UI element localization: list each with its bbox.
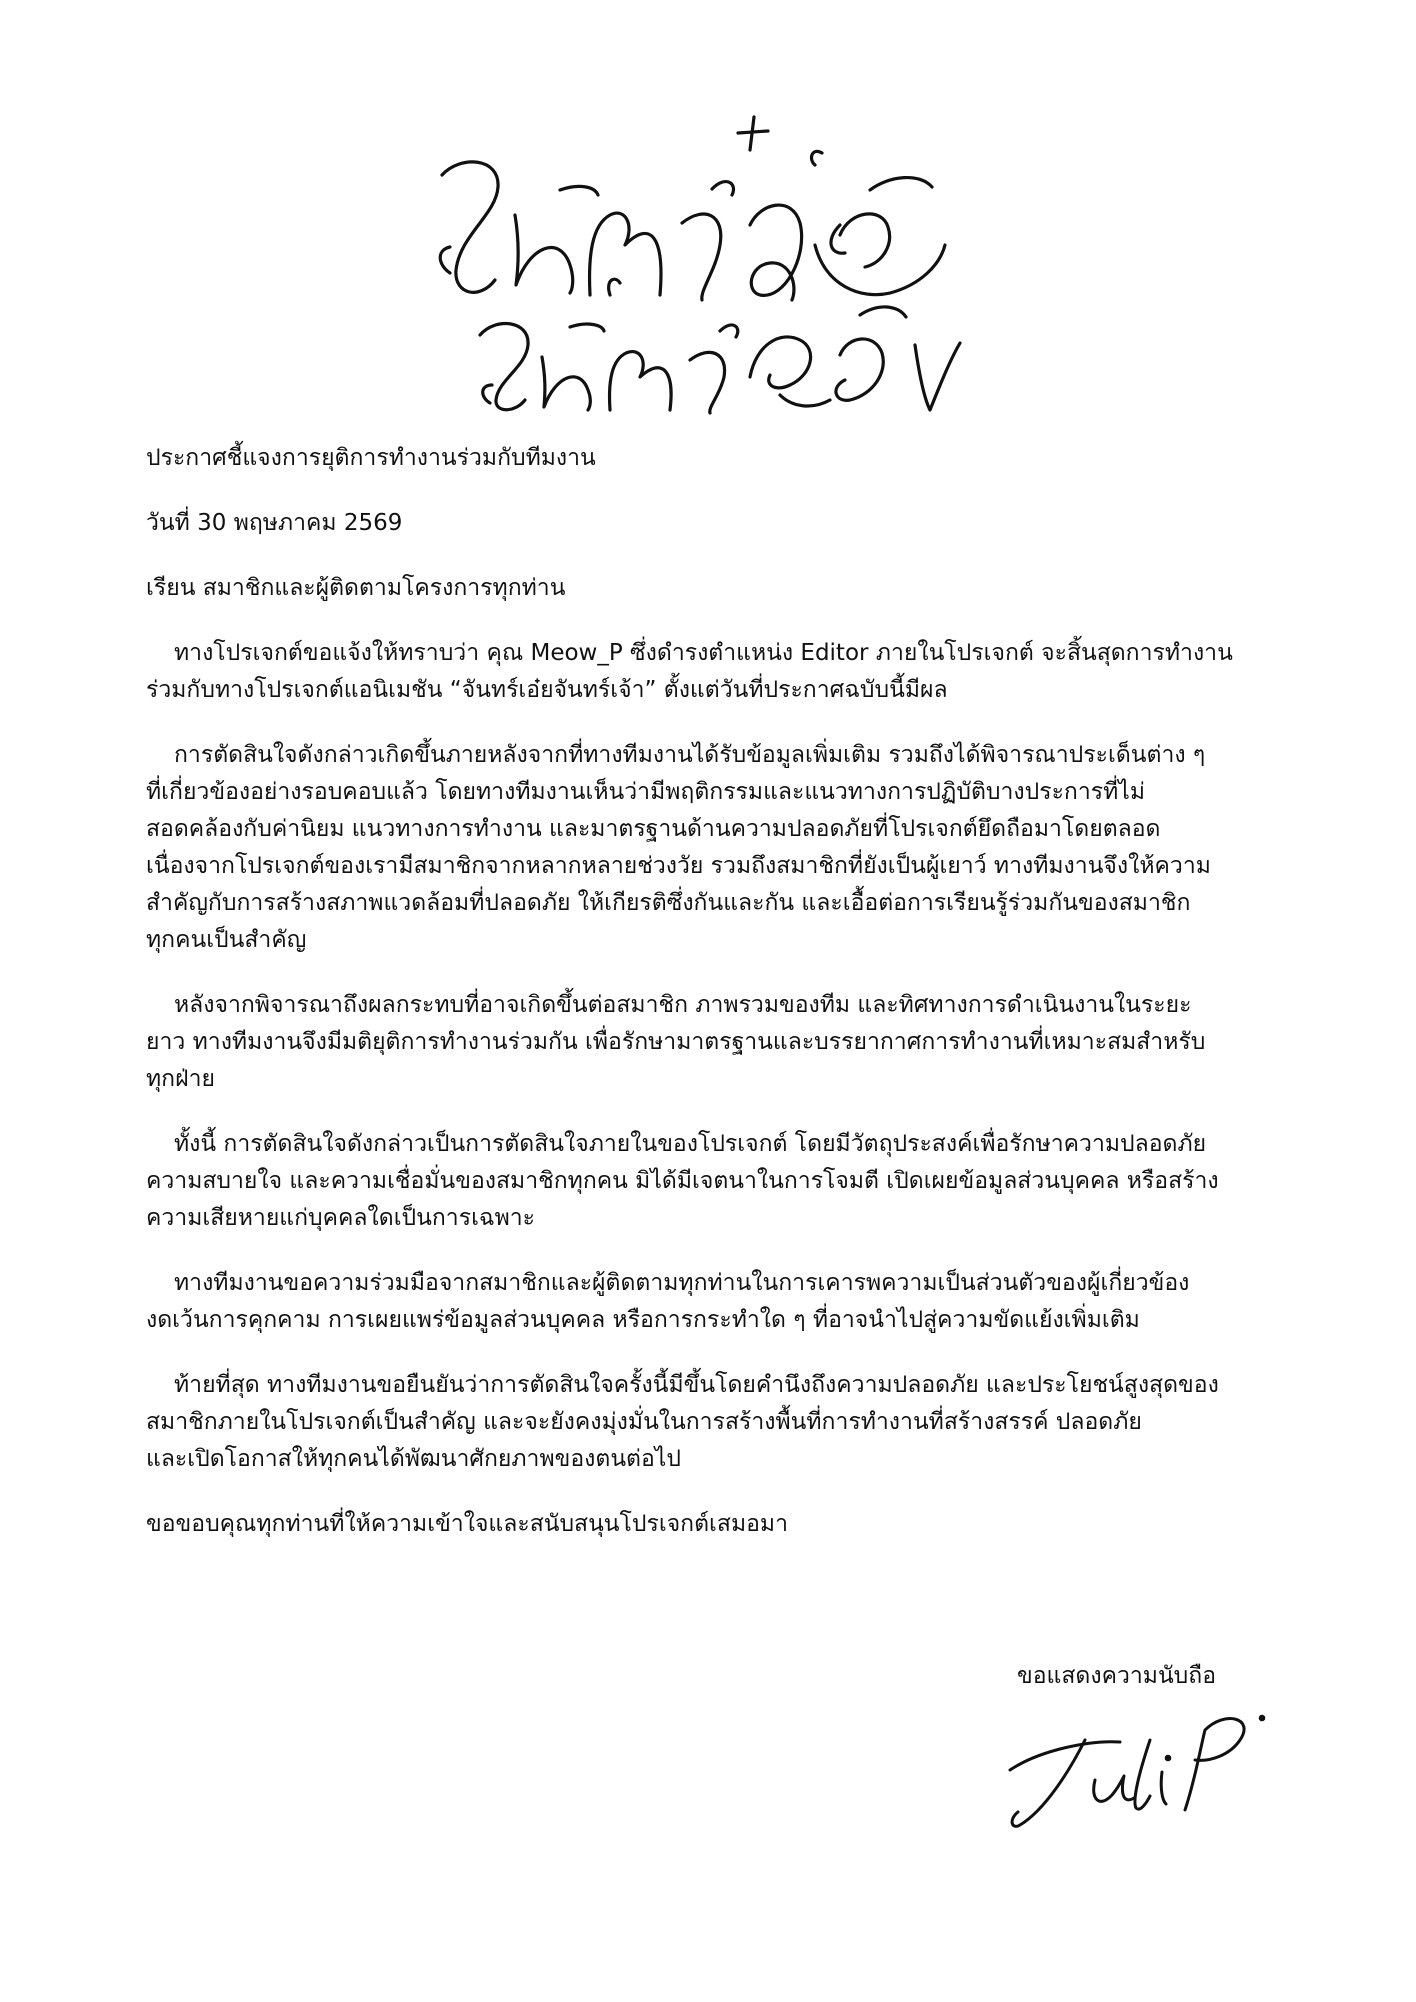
paragraph-line: ทุกคนเป็นสำคัญ	[146, 927, 307, 953]
paragraph-5	[146, 1265, 1281, 1339]
paragraph-line: ทางทีมงานขอความร่วมมือจากสมาชิกและผู้ติดตามทุกท่านในการเคารพความเป็นส่วนตัวของผู้เกี่ยวข้อง	[174, 1270, 1190, 1296]
paragraph-1	[146, 635, 1281, 709]
paragraph-line: ความสบายใจ และความเชื่อมั่นของสมาชิกทุกคน มิได้มีเจตนาในการโจมตี เปิดเผยข้อมูลส่วนบุคคล หรือสร้าง	[146, 1168, 1219, 1194]
paragraph-4	[146, 1126, 1281, 1237]
paragraph-line: ทั้งนี้ การตัดสินใจดังกล่าวเป็นการตัดสินใจภายในของโปรเจกต์ โดยมีวัตถุประสงค์เพื่อรักษาความปลอดภัย	[174, 1131, 1207, 1157]
paragraph-line: และเปิดโอกาสให้ทุกคนได้พัฒนาศักยภาพของตนต่อไป	[146, 1446, 681, 1472]
paragraph-line: งดเว้นการคุกคาม การเผยแพร่ข้อมูลส่วนบุคคล หรือการกระทำใด ๆ ที่อาจนำไปสู่ความขัดแย้งเพิ่มเติม	[146, 1307, 1140, 1333]
paragraph-line: การตัดสินใจดังกล่าวเกิดขึ้นภายหลังจากที่ทางทีมงานได้รับข้อมูลเพิ่มเติม รวมถึงได้พิจารณาประเด็นต่าง ๆ	[174, 742, 1206, 768]
signature	[1000, 1700, 1270, 1835]
paragraph-line: ที่เกี่ยวข้องอย่างรอบคอบแล้ว โดยทางทีมงานเห็นว่ามีพฤติกรรมและแนวทางการปฏิบัติบางประการที่ไม่	[146, 779, 1146, 805]
paragraph-line: ทุกฝ่าย	[146, 1066, 215, 1092]
paragraph-line: หลังจากพิจารณาถึงผลกระทบที่อาจเกิดขึ้นต่อสมาชิก ภาพรวมของทีม และทิศทางการดำเนินงานในระยะ	[174, 992, 1192, 1018]
announcement-body	[146, 440, 1281, 1571]
paragraph-line: สำคัญกับการสร้างสภาพแวดล้อมที่ปลอดภัย ให้เกียรติซึ่งกันและกัน และเอื้อต่อการเรียนรู้ร่วมกันของสมาชิก	[146, 890, 1191, 916]
project-logo	[420, 95, 980, 415]
closing-line: ขอแสดงความนับถือ	[1017, 1663, 1217, 1689]
salutation: เรียน สมาชิกและผู้ติดตามโครงการทุกท่าน	[146, 575, 566, 601]
announcement-date: วันที่ 30 พฤษภาคม 2569	[146, 510, 403, 536]
paragraph-line: ความเสียหายแก่บุคคลใดเป็นการเฉพาะ	[146, 1205, 536, 1231]
paragraph-line: ร่วมกับทางโปรเจกต์แอนิเมชัน “จันทร์เอ๋ยจันทร์เจ้า” ตั้งแต่วันที่ประกาศฉบับนี้มีผล	[146, 677, 948, 703]
thanks-line: ขอขอบคุณทุกท่านที่ให้ความเข้าใจและสนับสนุนโปรเจกต์เสมอมา	[146, 1511, 788, 1537]
paragraph-6	[146, 1367, 1281, 1478]
paragraph-line: ทางโปรเจกต์ขอแจ้งให้ทราบว่า คุณ Meow_P ซึ่งดำรงตำแหน่ง Editor ภายในโปรเจกต์ จะสิ้นสุดการทำงาน	[174, 640, 1233, 666]
paragraph-line: สอดคล้องกับค่านิยม แนวทางการทำงาน และมาตรฐานด้านความปลอดภัยที่โปรเจกต์ยึดถือมาโดยตลอด	[146, 816, 1161, 842]
announcement-title: ประกาศชี้แจงการยุติการทำงานร่วมกับทีมงาน	[146, 445, 596, 471]
paragraph-line: ท้ายที่สุด ทางทีมงานขอยืนยันว่าการตัดสินใจครั้งนี้มีขึ้นโดยคำนึงถึงความปลอดภัย และประโยชน์สูงสุดของ	[174, 1372, 1219, 1398]
paragraph-line: เนื่องจากโปรเจกต์ของเรามีสมาชิกจากหลากหลายช่วงวัย รวมถึงสมาชิกที่ยังเป็นผู้เยาว์ ทางทีมงานจึงให้ความ	[146, 853, 1211, 879]
paragraph-2	[146, 737, 1281, 959]
paragraph-line: ยาว ทางทีมงานจึงมีมติยุติการทำงานร่วมกัน เพื่อรักษามาตรฐานและบรรยากาศการทำงานที่เหมาะสมสำหรับ	[146, 1029, 1206, 1055]
paragraph-line: สมาชิกภายในโปรเจกต์เป็นสำคัญ และจะยังคงมุ่งมั่นในการสร้างพื้นที่การทำงานที่สร้างสรรค์ ปลอดภัย	[146, 1409, 1142, 1435]
paragraph-3	[146, 987, 1281, 1098]
